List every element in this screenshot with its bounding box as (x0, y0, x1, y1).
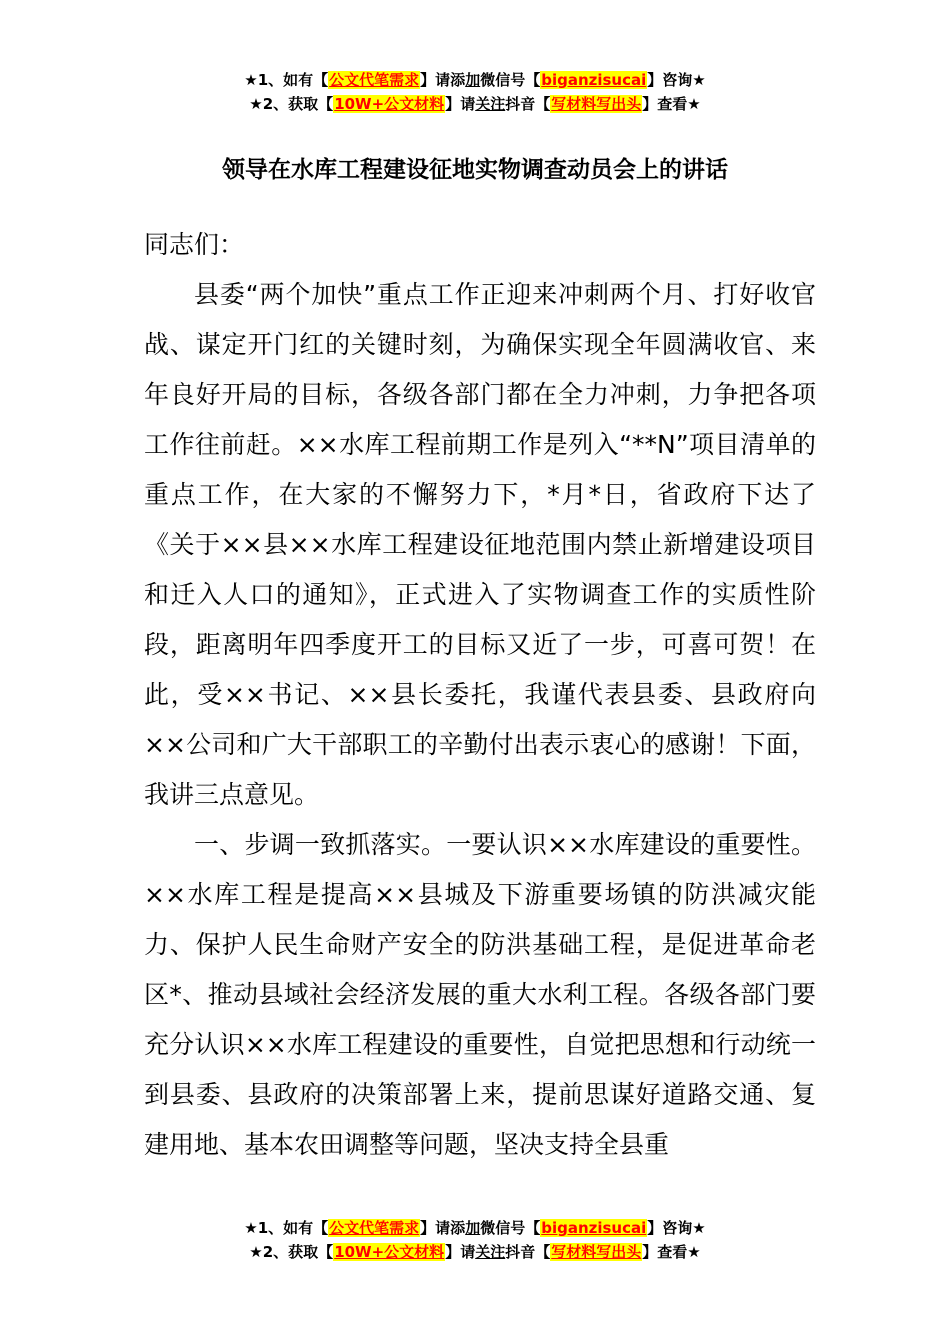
banner-text: 】咨询★ (647, 71, 706, 89)
footer-banner (0, 1216, 950, 1264)
banner-text: 】请添 (420, 1219, 466, 1237)
banner-highlight-douyin: 写材料写出头 (551, 1243, 642, 1261)
banner-text: 】请添 (420, 71, 466, 89)
banner-text: 】查看★ (642, 95, 701, 113)
banner-text: ★2、获取【 (249, 1243, 334, 1261)
banner-text: 】咨询★ (647, 1219, 706, 1237)
banner-text: ★1、如有【 (244, 1219, 329, 1237)
banner-line-1 (0, 68, 950, 92)
banner-text: 抖音【 (505, 95, 551, 113)
salutation: 同志们： (144, 230, 245, 259)
banner-highlight-wechat-id: biganzisucai (541, 1219, 647, 1237)
banner-text: 抖音【 (505, 1243, 551, 1261)
banner-highlight-wechat-id: biganzisucai (541, 71, 647, 89)
paragraph-1: 县委“两个加快”重点工作正迎来冲刺两个月、打好收官战、谋定开门红的关键时刻，为确保实现全年圆满收官、来年良好开局的目标，各级各部门都在全力冲刺，力争把各项工作往前赶。××水库工程前期工作是列入“**N”项目清单的重点工作，在大家的不懈努力下，*月*日，省政府下达了《关于××县××水库工程建设征地范围内禁止新增建设项目和迁入人口的通知》，正式进入了实物调查工作的实质性阶段，距离明年四季度开工的目标又近了一步，可喜可贺！在此，受××书记、××县长委托，我谨代表县委、县政府向××公司和广大干部职工的辛勤付出表示衷心的感谢！下面，我讲三点意见。 (144, 280, 816, 809)
banner-highlight: 10W+公文材料 (334, 95, 445, 113)
banner-underline: 关注 (475, 1243, 506, 1261)
banner-highlight: 公文代笔需求 (329, 1219, 420, 1237)
banner-line-2 (0, 92, 950, 116)
banner-underline: 加 (465, 1219, 481, 1237)
banner-text: 】请 (445, 1243, 476, 1261)
banner-highlight-douyin: 写材料写出头 (551, 95, 642, 113)
banner-line-1 (0, 1216, 950, 1240)
document-title: 领导在水库工程建设征地实物调查动员会上的讲话 (222, 157, 728, 183)
paragraph-2: 一、步调一致抓落实。一要认识××水库建设的重要性。××水库工程是提高××县城及下游重要场镇的防洪减灾能力、保护人民生命财产安全的防洪基础工程，是促进革命老区*、推动县域社会经济发展的重大水利工程。各级各部门要充分认识××水库工程建设的重要性，自觉把思想和行动统一到县委、县政府的决策部署上来，提前思谋好道路交通、复建用地、基本农田调整等问题，坚决支持全县重 (144, 830, 816, 1159)
banner-text: 】查看★ (642, 1243, 701, 1261)
banner-underline: 关注 (475, 95, 506, 113)
banner-highlight: 10W+公文材料 (334, 1243, 445, 1261)
header-banner (0, 68, 950, 116)
banner-text: ★2、获取【 (249, 95, 334, 113)
banner-line-2 (0, 1240, 950, 1264)
banner-text: 】请 (445, 95, 476, 113)
banner-text: 微信号【 (480, 1219, 541, 1237)
document-body (144, 220, 816, 1170)
banner-text: ★1、如有【 (244, 71, 329, 89)
banner-underline: 加 (465, 71, 481, 89)
banner-text: 微信号【 (480, 71, 541, 89)
banner-highlight: 公文代笔需求 (329, 71, 420, 89)
